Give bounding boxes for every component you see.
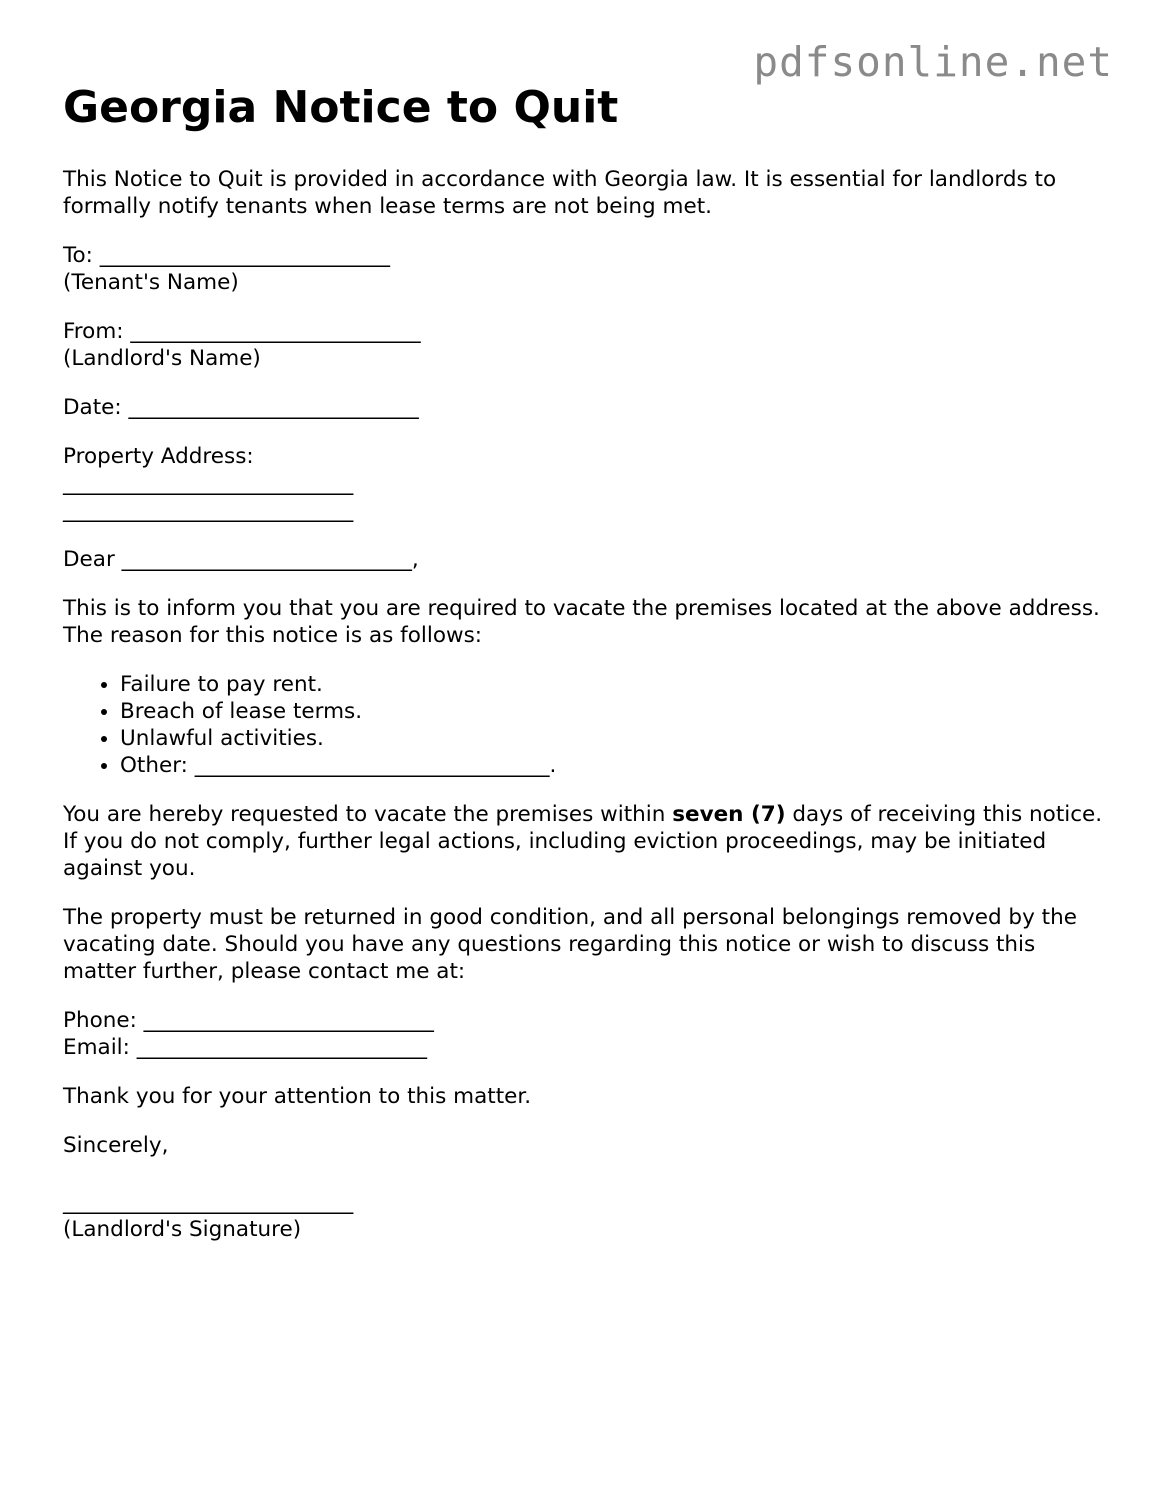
salutation-section [63,546,1103,573]
intro-paragraph: This Notice to Quit is provided in accordance with Georgia law. It is essential for landlords to formally notify tenants when lease terms are not being met. [63,167,1057,219]
condition-paragraph: The property must be returned in good condition, and all personal belongings removed by the vacating date. Should you have any questions regarding this notice or wish to discuss this matter further, please contact me at: [63,905,1077,984]
date-section [63,394,1103,421]
closing: Sincerely, [63,1133,169,1158]
document-title: Georgia Notice to Quit [63,82,619,133]
to-field[interactable]: To: ___________________________ [63,243,390,268]
address-field-2[interactable]: ___________________________ [63,498,354,523]
email-field[interactable]: Email: ___________________________ [63,1035,427,1060]
watermark: pdfsonline.net [753,38,1113,86]
vacate-paragraph [63,801,1103,882]
vacate-text-after: days of receiving this notice. If you do not comply, further legal actions, including eviction proceedings, may be initiated against you. [63,802,1103,881]
to-section [63,242,1103,296]
vacate-text-before: You are hereby requested to vacate the premises within [63,802,673,827]
inform-paragraph: This is to inform you that you are required to vacate the premises located at the above address. The reason for this notice is as follows: [63,596,1100,648]
signature-field[interactable]: ___________________________ [63,1190,354,1215]
signature-section [63,1189,1103,1243]
reason-item: • Failure to pay rent. [120,671,1103,698]
from-field[interactable]: From: ___________________________ [63,319,421,344]
reason-item: • Breach of lease terms. [120,698,1103,725]
address-section [63,443,1103,524]
from-section [63,318,1103,372]
salutation-field[interactable]: Dear ___________________________, [63,547,419,572]
reason-item: • Unlawful activities. [120,725,1103,752]
reasons-list [63,671,1103,779]
to-caption: (Tenant's Name) [63,270,239,295]
from-caption: (Landlord's Name) [63,346,261,371]
date-field[interactable]: Date: ___________________________ [63,395,419,420]
reason-item-other[interactable]: • Other: _________________________________. [120,752,1103,779]
phone-field[interactable]: Phone: ___________________________ [63,1008,434,1033]
vacate-days: seven (7) [672,802,786,827]
address-label: Property Address: [63,444,254,469]
contact-section [63,1007,1103,1061]
document-page [63,80,1103,1243]
address-field-1[interactable]: ___________________________ [63,471,354,496]
thanks-paragraph: Thank you for your attention to this matter. [63,1084,532,1109]
signature-caption: (Landlord's Signature) [63,1217,302,1242]
